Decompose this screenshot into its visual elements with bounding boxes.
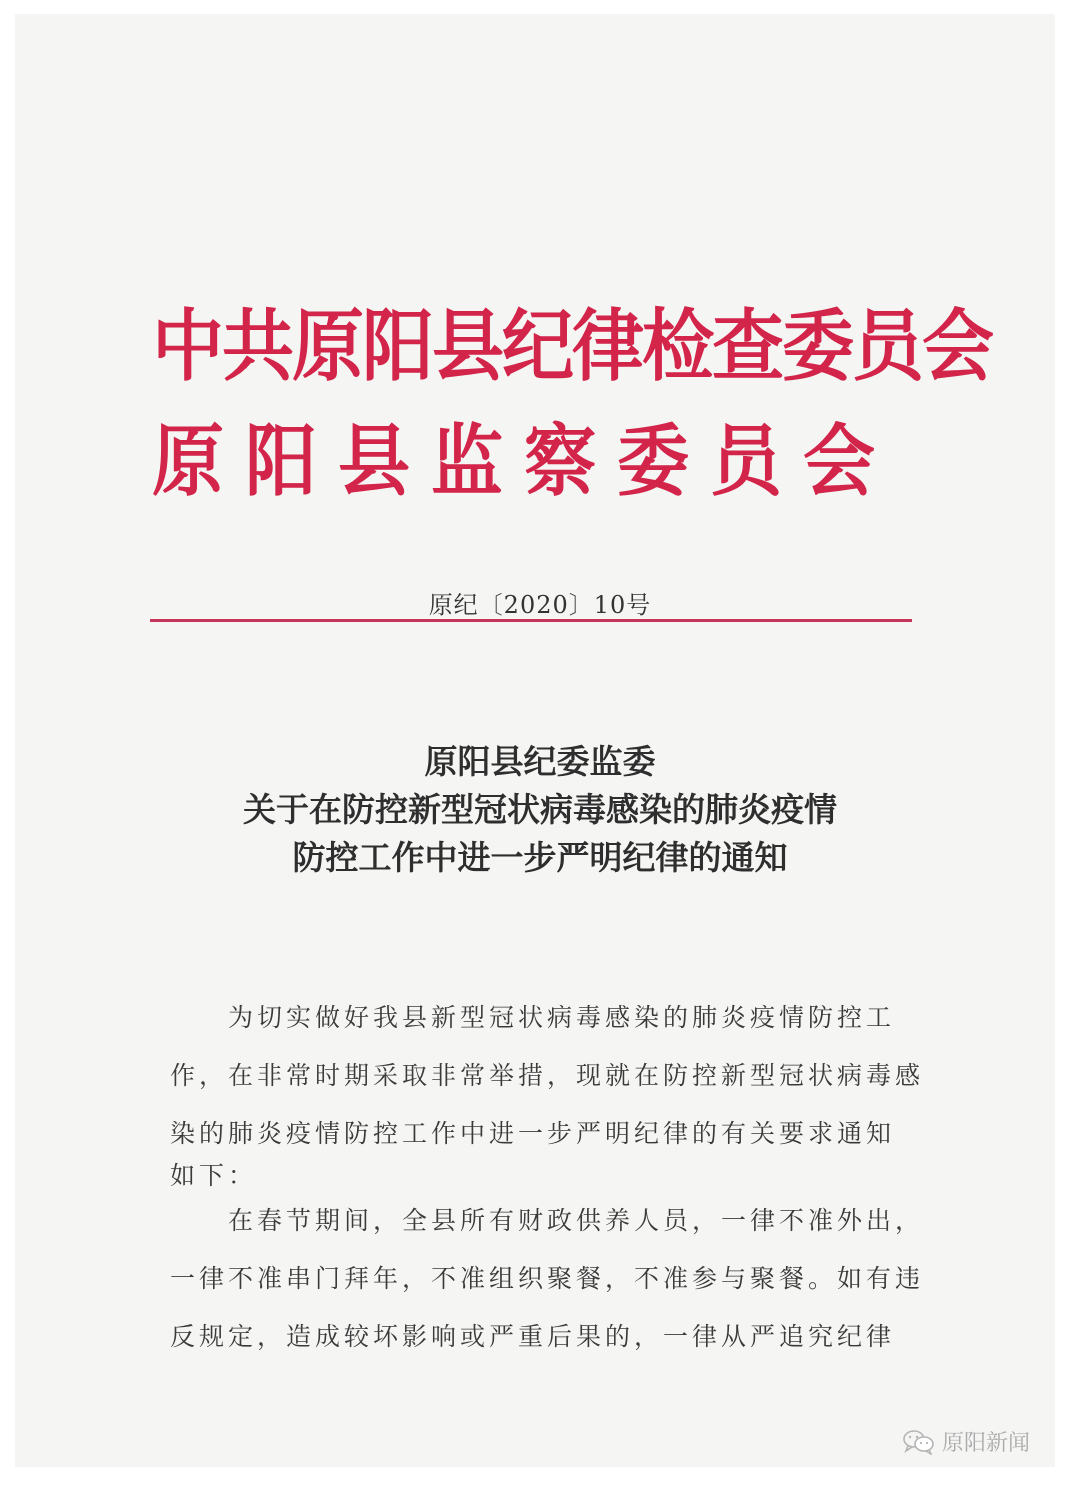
body-line: 作，在非常时期采取非常举措，现就在防控新型冠状病毒感: [170, 1061, 925, 1090]
wechat-icon: [902, 1429, 936, 1455]
document-number: 原纪〔2020〕10号: [428, 591, 652, 619]
body-line: 反规定，造成较坏影响或严重后果的，一律从严追究纪律: [170, 1322, 896, 1351]
body-line: 为切实做好我县新型冠状病毒感染的肺炎疫情防控工: [170, 1003, 896, 1032]
watermark: [902, 1426, 1030, 1457]
watermark-text: 原阳新闻: [942, 1431, 1031, 1456]
issuer-header-line2: 原阳县监察委员会: [152, 414, 897, 507]
issuer-header-line1: 中共原阳县纪律检查委员会: [152, 299, 993, 392]
body-line: 一律不准串门拜年，不准组织聚餐，不准参与聚餐。如有违: [170, 1264, 925, 1293]
notice-title-line3: 防控工作中进一步严明纪律的通知: [292, 838, 788, 877]
notice-title-line2: 关于在防控新型冠状病毒感染的肺炎疫情: [243, 790, 837, 829]
notice-title-line1: 原阳县纪委监委: [424, 742, 656, 781]
body-line: 如下：: [170, 1161, 258, 1190]
red-divider-line: [150, 619, 912, 622]
body-line: 在春节期间，全县所有财政供养人员，一律不准外出，: [170, 1206, 925, 1235]
body-line: 染的肺炎疫情防控工作中进一步严明纪律的有关要求通知: [170, 1119, 896, 1148]
